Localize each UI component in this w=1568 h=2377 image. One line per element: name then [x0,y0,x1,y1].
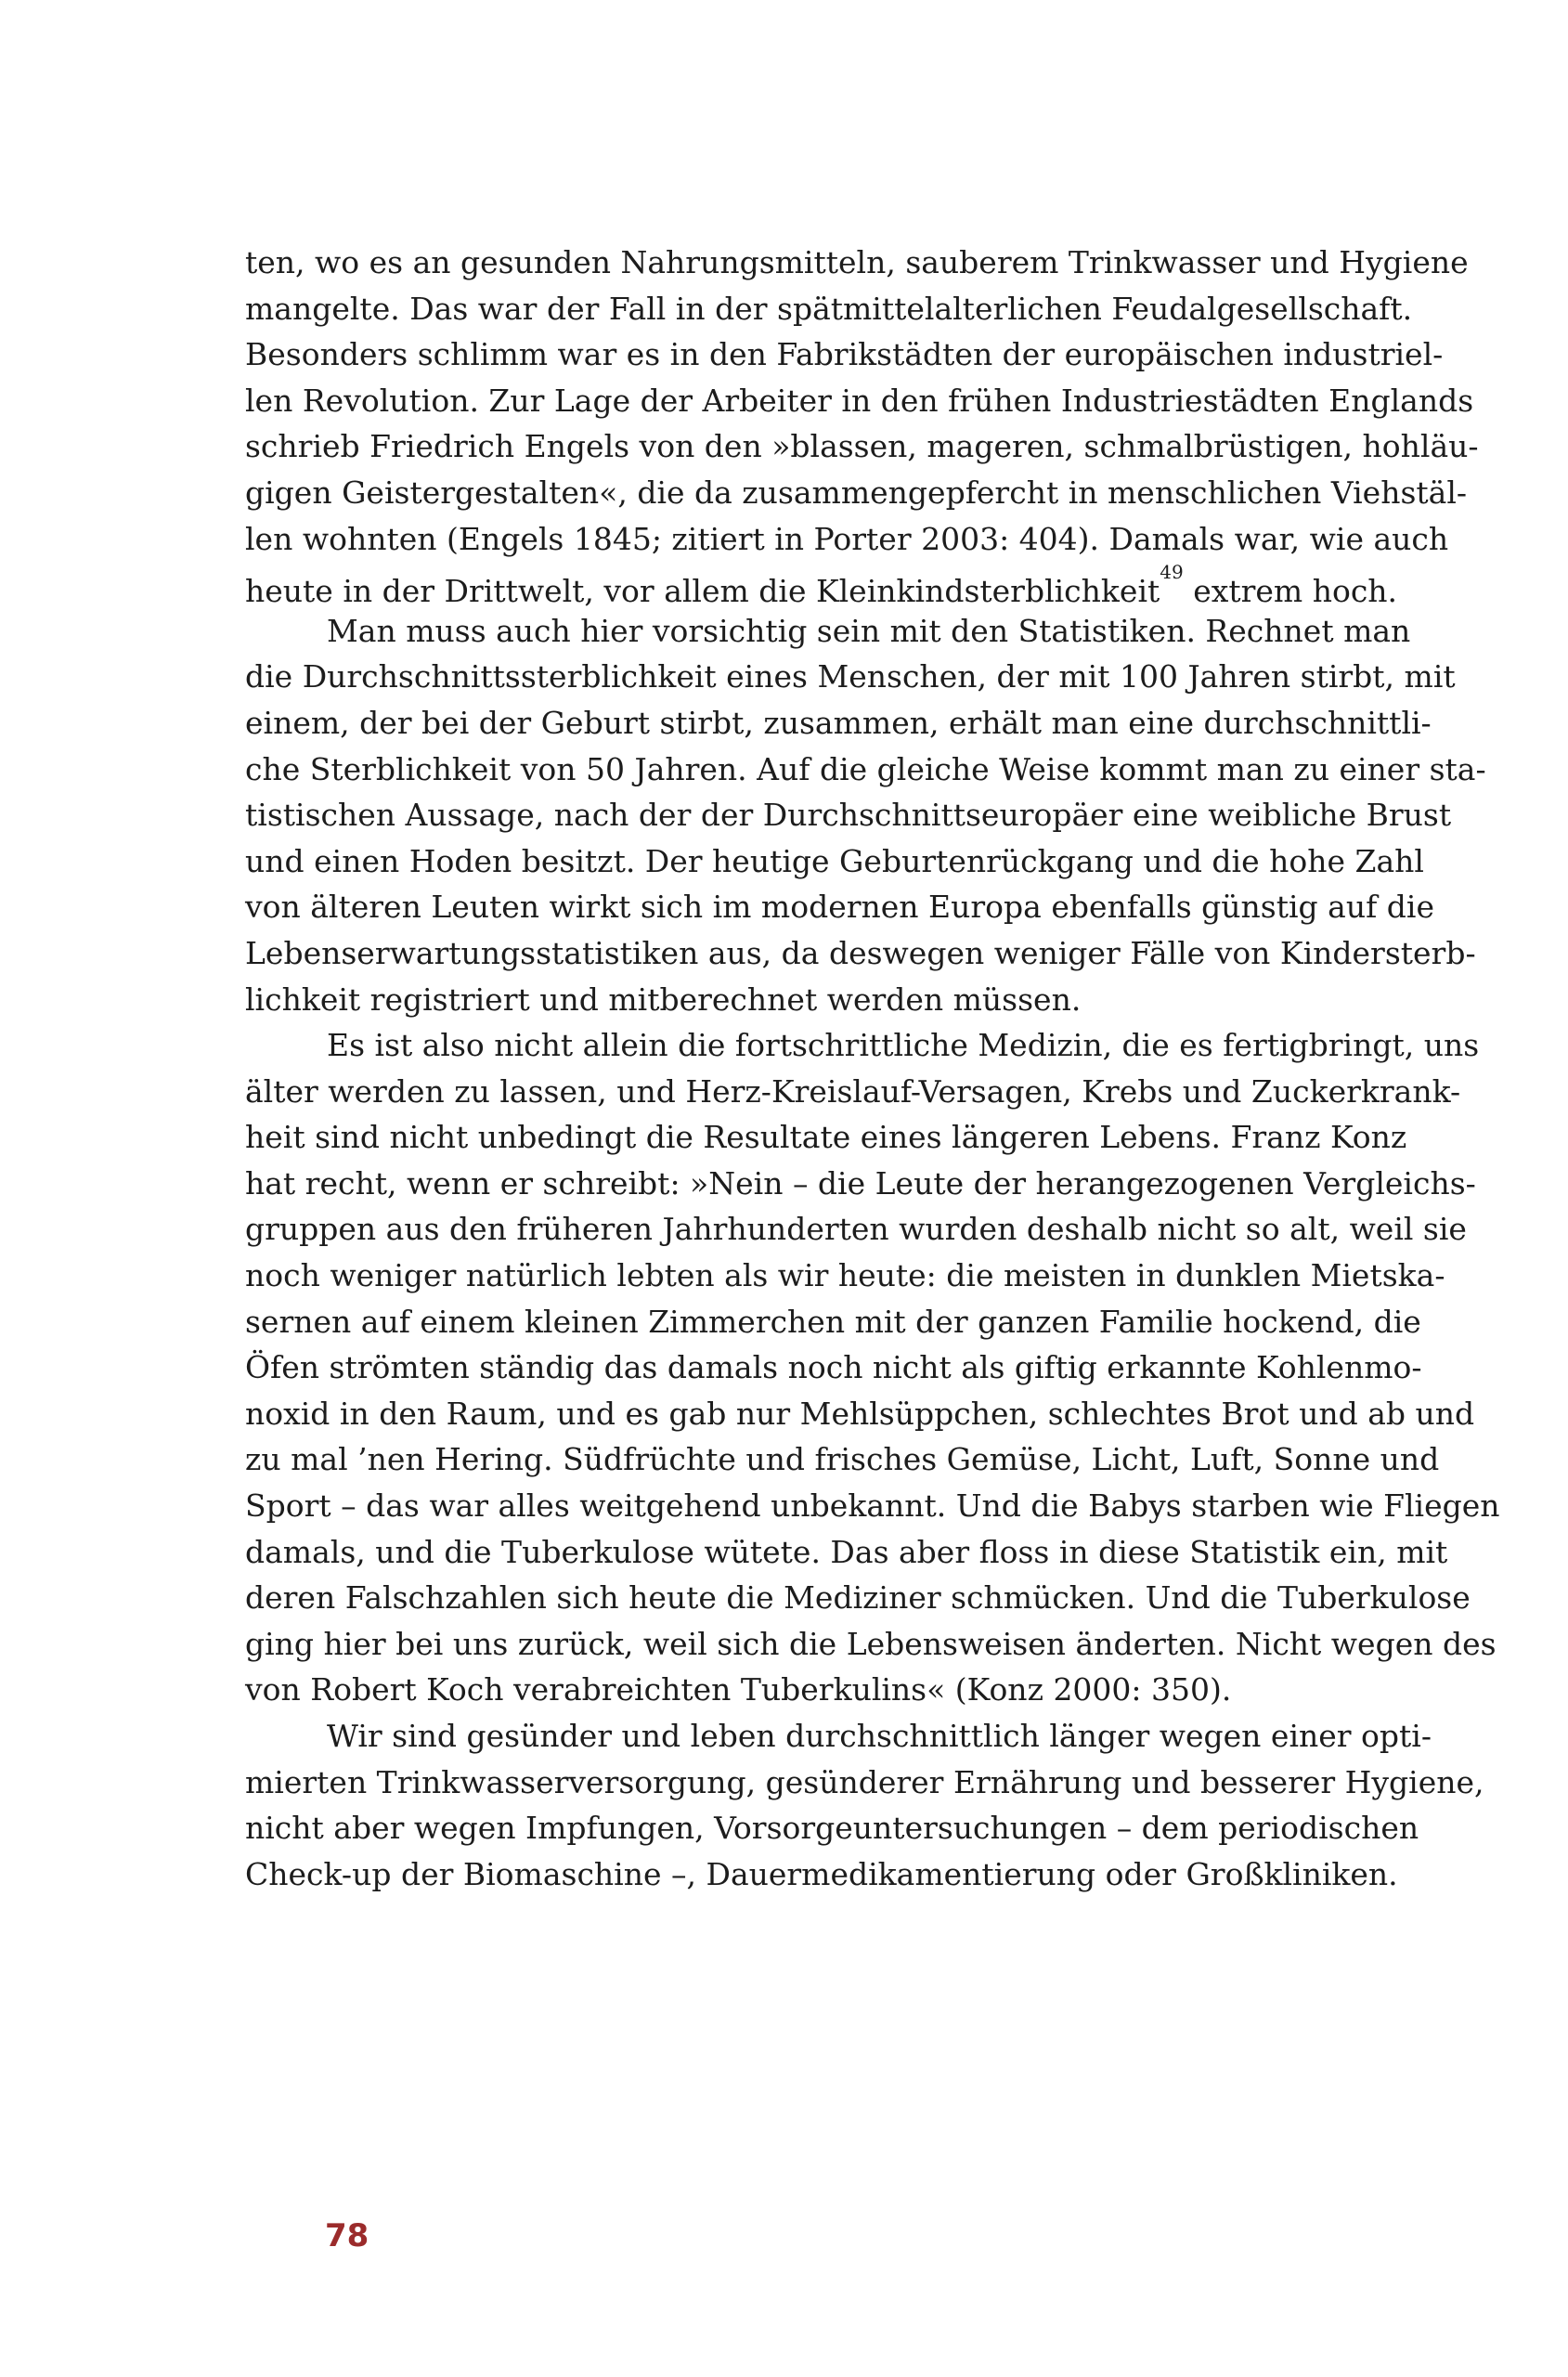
text-line: Man muss auch hier vorsichtig sein mit den Statistiken. Rechnet man [327,612,1411,649]
text-line: und einen Hoden besitzt. Der heutige Geburtenrückgang und die hohe Zahl [245,842,1424,879]
paragraph-3 [245,1022,1500,1713]
text-line: Besonders schlimm war es in den Fabrikstädten der europäischen industriel- [245,336,1444,373]
text-line: lichkeit registriert und mitberechnet werden müssen. [245,981,1082,1018]
text-line: tistischen Aussage, nach der der Durchschnittseuropäer eine weibliche Brust [245,797,1452,834]
text-line: heit sind nicht unbedingt die Resultate eines längeren Lebens. Franz Konz [245,1119,1407,1156]
text-line: gigen Geistergestalten«, die da zusammengepfercht in menschlichen Viehstäl- [245,474,1468,511]
text-line: Es ist also nicht allein die fortschrittliche Medizin, die es fertigbringt, uns [327,1027,1480,1064]
text-line: Lebenserwartungsstatistiken aus, da deswegen weniger Fälle von Kindersterb- [245,934,1476,971]
text-segment: heute in der Drittwelt, vor allem die Kleinkindsterblichkeit [245,573,1160,610]
text-line: hat recht, wenn er schreibt: »Nein – die Leute der herangezogenen Vergleichs- [245,1164,1476,1201]
text-line: noch weniger natürlich lebten als wir heute: die meisten in dunklen Mietska- [245,1257,1445,1294]
text-line: ten, wo es an gesunden Nahrungsmitteln, sauberem Trinkwasser und Hygiene [245,244,1469,280]
text-line: nicht aber wegen Impfungen, Vorsorgeuntersuchungen – dem periodischen [245,1810,1419,1847]
text-line: Check-up der Biomaschine –, Dauermedikamentierung oder Großkliniken. [245,1855,1398,1892]
text-line: Wir sind gesünder und leben durchschnittlich länger wegen einer opti- [327,1718,1432,1754]
paragraph-2 [245,608,1486,1022]
text-line: von älteren Leuten wirkt sich im modernen Europa ebenfalls günstig auf die [245,889,1435,926]
body-text [245,240,1500,1897]
text-line: gruppen aus den früheren Jahrhunderten wurden deshalb nicht so alt, weil sie [245,1211,1467,1248]
text-line: noxid in den Raum, und es gab nur Mehlsüppchen, schlechtes Brot und ab und [245,1395,1475,1432]
text-line: sernen auf einem kleinen Zimmerchen mit der ganzen Familie hockend, die [245,1303,1421,1340]
text-line: deren Falschzahlen sich heute die Mediziner schmücken. Und die Tuberkulose [245,1579,1471,1617]
text-line-with-footnote [245,562,1400,608]
text-line: len wohnten (Engels 1845; zitiert in Porter 2003: 404). Damals war, wie auch [245,520,1449,557]
text-line: zu mal ’nen Hering. Südfrüchte und frisches Gemüse, Licht, Luft, Sonne und [245,1441,1440,1478]
text-line: ging hier bei uns zurück, weil sich die Lebensweisen änderten. Nicht wegen des [245,1625,1497,1662]
text-line: mangelte. Das war der Fall in der spätmittelalterlichen Feudalgesellschaft. [245,290,1413,327]
page-number: 78 [325,2217,369,2254]
text-line: die Durchschnittssterblichkeit eines Menschen, der mit 100 Jahren stirbt, mit [245,658,1456,695]
text-line: len Revolution. Zur Lage der Arbeiter in den frühen Industriestädten Englands [245,382,1474,419]
text-line: einem, der bei der Geburt stirbt, zusammen, erhält man eine durchschnittli- [245,704,1432,741]
text-line: Öfen strömten ständig das damals noch nicht als giftig erkannte Kohlenmo- [245,1349,1422,1386]
text-segment: extrem hoch. [1183,573,1398,610]
text-line: älter werden zu lassen, und Herz-Kreislauf-Versagen, Krebs und Zuckerkrank- [245,1072,1461,1110]
paragraph-1 [245,240,1479,610]
footnote-marker[interactable]: 49 [1160,561,1184,584]
text-line: damals, und die Tuberkulose wütete. Das aber floss in diese Statistik ein, mit [245,1533,1448,1570]
text-line: von Robert Koch verabreichten Tuberkulins« (Konz 2000: 350). [245,1671,1232,1708]
text-line: Sport – das war alles weitgehend unbekannt. Und die Babys starben wie Fliegen [245,1487,1500,1525]
text-line: mierten Trinkwasserversorgung, gesünderer Ernährung und besserer Hygiene, [245,1763,1484,1800]
text-line: schrieb Friedrich Engels von den »blassen, mageren, schmalbrüstigen, hohläu- [245,428,1479,465]
paragraph-4 [245,1713,1484,1897]
text-line: che Sterblichkeit von 50 Jahren. Auf die gleiche Weise kommt man zu einer sta- [245,750,1486,787]
